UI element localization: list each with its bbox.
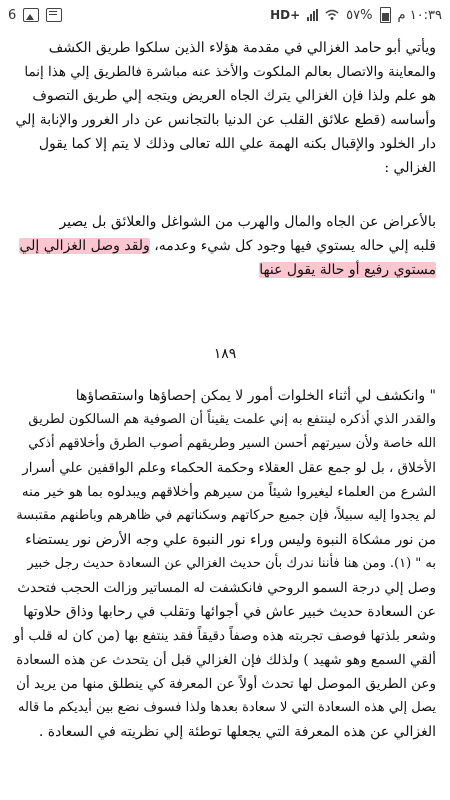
text-line: بالأعراض عن الجاه والمال والهرب من الشواغل والعلائق بل يصير bbox=[59, 214, 436, 230]
battery-icon bbox=[380, 7, 391, 23]
status-bar-right bbox=[270, 7, 442, 23]
paragraph-quote-1 bbox=[14, 210, 436, 282]
text-line: الله خاصة ولأن سيرتهم أحسن السير وطريقهم أصوب الطرق وأخلاقهم أذكي bbox=[28, 436, 436, 451]
text-line bbox=[14, 258, 436, 282]
text-line: وأساسه (قطع علائق القلب عن الدنيا بالتجانس عن دار الغرور والإنابة إلي bbox=[15, 112, 436, 128]
text-line: وصل إلي درجة السمو الروحي فانكشفت له المساتير وزالت الحجب فتحدث bbox=[17, 580, 436, 596]
highlighted-text[interactable]: مستوي رفيع أو حالة يقول عنها bbox=[259, 262, 436, 278]
paragraph-intro bbox=[14, 36, 436, 180]
text-line: والمعاينة والاتصال بعالم الملكوت والأخذ عنه مباشرة فالطريق إلي هذا إنما bbox=[24, 64, 436, 80]
status-bar bbox=[0, 0, 450, 30]
text-line: هو علم ولذا فإن الغزالي يترك الجاه العريض ويتجه إلي طريق التصوف bbox=[32, 88, 436, 104]
text-segment: قلبه إلي حاله يستوي فيها وجود كل شيء وعدمه، bbox=[154, 238, 436, 254]
notification-count: 6 bbox=[8, 7, 17, 23]
text-line: ألقي السمع وهو شهيد ) ولذلك فإن الغزالي قبل أن يتحدث عن هذه السعادة bbox=[16, 652, 436, 668]
text-line: الشرع من العلماء ليغيروا شيئاً من سيرهم وأخلاقهم ويبدلوه بما هو خير منه bbox=[21, 484, 436, 500]
highlighted-text[interactable]: ولقد وصل الغزالي إلي bbox=[19, 238, 150, 254]
text-line: " وانكشف لي أثناء الخلوات أمور لا يمكن إحصاؤها واستقصاؤها bbox=[75, 388, 436, 404]
text-line: دار الخلود والإقبال بكنه الهمة علي الله تعالى وذلك لا يتم إلا كما يقول bbox=[38, 136, 436, 152]
clock: ١٠:٣٩ م bbox=[397, 7, 442, 23]
text-line: ويأتي أبو حامد الغزالي في مقدمة هؤلاء الذين سلكوا طريق الكشف bbox=[48, 40, 436, 56]
page-number: ١٨٩ bbox=[213, 346, 237, 362]
text-line: عن السعادة حديث خبير عاش في أجوائها وتقلب في رحابها وذاق حلاوتها bbox=[23, 604, 436, 620]
text-line: والقدر الذي أذكره لينتفع به إني علمت يقيناً أن الصوفية هم السالكون لطريق bbox=[28, 412, 436, 427]
wifi-icon bbox=[325, 9, 339, 21]
text-line: الغزالي عن هذه المعرفة التي يجعلها توطئة إلي نظريته في السعادة . bbox=[38, 724, 436, 740]
text-line: من نور مشكاة النبوة وليس وراء نور النبوة علي وجه الأرض نور يستضاء bbox=[25, 532, 436, 548]
status-bar-left bbox=[8, 8, 62, 23]
text-line: وشعر بلذتها فوصف تجربته هذه وصفاً دقيقاً فقد ينتفع بها (من كان له قلب أو bbox=[13, 628, 436, 644]
network-type: HD+ bbox=[270, 8, 301, 22]
book-page bbox=[0, 30, 450, 800]
text-line: يصل إلي هذه السعادة التي لا سعادة بعدها ولذا فسوف نضع بين أيديكم ما قاله bbox=[18, 700, 436, 715]
text-line bbox=[14, 234, 436, 258]
text-line: الغزالي : bbox=[384, 160, 436, 176]
text-line: به " (١). ومن هنا فأننا ندرك بأن حديث الغزالي عن السعادة حديث رجل خبير bbox=[27, 556, 436, 571]
message-notification-icon bbox=[46, 8, 62, 22]
image-notification-icon bbox=[23, 8, 39, 22]
paragraph-main bbox=[14, 384, 436, 744]
battery-percent: ٥٧% bbox=[346, 7, 373, 23]
signal-icon bbox=[307, 9, 318, 21]
text-line: الأخلاق ، بل لو جمع عقل العقلاء وحكمة الحكماء وعلم الواقفين علي أسرار bbox=[22, 460, 436, 476]
text-line: وعن الطريق الموصل لها تحدث أولاً عن المعرفة كي ينطلق منها من يريد أن bbox=[16, 676, 436, 692]
text-line: لم يجدوا إليه سبيلاً، فإن جميع حركاتهم وسكناتهم في ظاهرهم وباطنهم مقتبسة bbox=[16, 508, 436, 523]
